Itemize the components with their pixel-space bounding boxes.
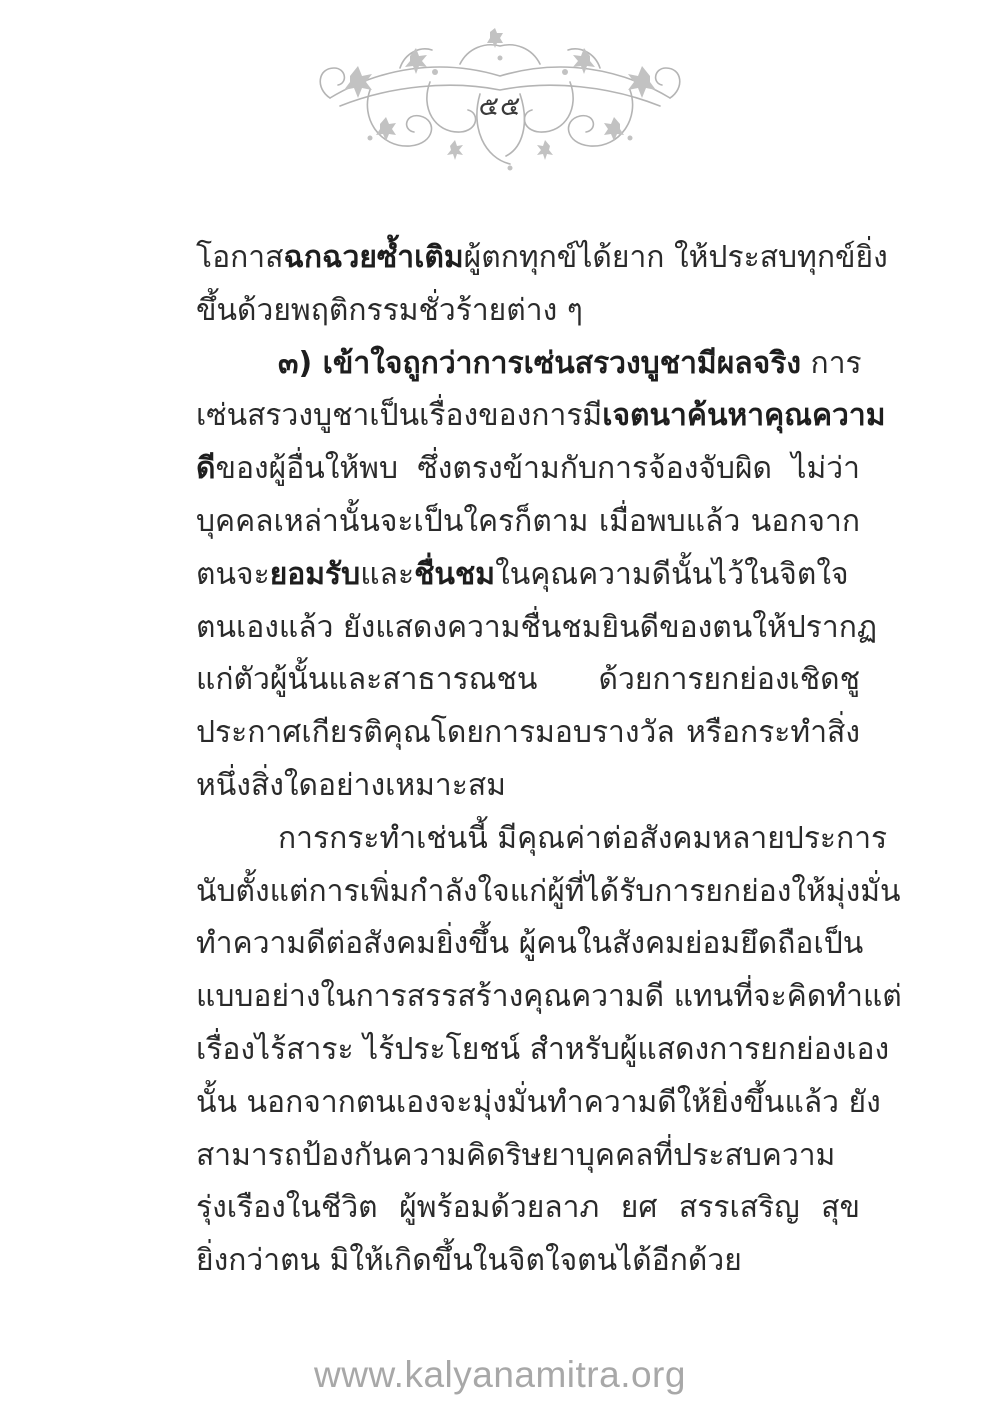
text-segment: ทำความดีต่อสังคมยิ่งขึ้น ผู้คนในสังคมย่อมยึดถือเป็น <box>196 926 864 962</box>
text-line <box>196 1182 860 1235</box>
text-segment: ขึ้นด้วยพฤติกรรมชั่วร้ายต่าง ๆ <box>196 292 583 328</box>
text-line <box>196 338 860 391</box>
text-segment: แบบอย่างในการสรรสร้างคุณความดี แทนที่จะคิดทำแต่ <box>196 979 902 1015</box>
text-line <box>196 654 860 707</box>
text-segment: และ <box>360 556 415 592</box>
text-line <box>196 232 888 285</box>
text-segment: สามารถป้องกันความคิดริษยาบุคคลที่ประสบความ <box>196 1137 836 1173</box>
text-line <box>196 971 902 1024</box>
text-segment: ตนเองแล้ว ยังแสดงความชื่นชมยินดีของตนให้ปรากฏ <box>196 609 878 645</box>
text-segment: นั้น นอกจากตนเองจะมุ่งมั่นทำความดีให้ยิ่งขึ้นแล้ว ยัง <box>196 1084 881 1120</box>
emphasized-text: เจตนาค้นหาคุณความ <box>602 398 886 434</box>
text-line <box>196 707 860 760</box>
text-line <box>196 285 860 338</box>
emphasized-text: ฉกฉวยซ้ำเติม <box>283 240 464 275</box>
text-line <box>196 1235 860 1288</box>
text-segment: รุ่งเรืองในชีวิต ผู้พร้อมด้วยลาภ ยศ สรรเสริญ สุข <box>196 1190 860 1226</box>
emphasized-text: ยอมรับ <box>269 556 361 592</box>
body-text <box>196 232 902 1288</box>
footer-website-url: www.kalyanamitra.org <box>314 1354 686 1395</box>
text-segment: การ <box>801 345 862 381</box>
text-segment: หนึ่งสิ่งใดอย่างเหมาะสม <box>196 767 506 803</box>
text-line <box>196 813 888 866</box>
text-line <box>196 549 860 602</box>
text-line <box>196 390 886 443</box>
text-segment: ของผู้อื่นให้พบ ซึ่งตรงข้ามกับการจ้องจับผิด ไม่ว่า <box>215 451 860 487</box>
text-segment: ในคุณความดีนั้นไว้ในจิตใจ <box>495 556 849 592</box>
text-segment: โอกาส <box>196 240 284 275</box>
text-segment: ตนจะ <box>196 556 270 592</box>
text-segment: ยิ่งกว่าตน มิให้เกิดขึ้นในจิตใจตนได้อีกด้วย <box>196 1243 742 1279</box>
text-line <box>196 918 864 971</box>
text-segment: นับตั้งแต่การเพิ่มกำลังใจแก่ผู้ที่ได้รับการยกย่องให้มุ่งมั่น <box>196 873 901 909</box>
text-line <box>196 443 860 496</box>
text-segment: เรื่องไร้สาระ ไร้ประโยชน์ สำหรับผู้แสดงการยกย่องเอง <box>196 1031 890 1067</box>
text-segment: เซ่นสรวงบูชาเป็นเรื่องของการมี <box>196 398 603 434</box>
text-line <box>196 1024 890 1077</box>
text-line <box>196 496 860 549</box>
emphasized-text: ชื่นชม <box>414 556 496 592</box>
text-segment: การกระทำเช่นนี้ มีคุณค่าต่อสังคมหลายประการ <box>278 820 888 856</box>
text-line <box>196 1077 881 1130</box>
text-segment: ผู้ตกทุกข์ได้ยาก ให้ประสบทุกข์ยิ่ง <box>463 240 888 275</box>
text-segment: ประกาศเกียรติคุณโดยการมอบรางวัล หรือกระทำสิ่ง <box>196 715 860 751</box>
emphasized-text: ดี <box>196 451 216 487</box>
emphasized-text: ๓) เข้าใจถูกว่าการเซ่นสรวงบูชามีผลจริง <box>278 345 802 381</box>
text-line <box>196 1130 860 1183</box>
text-line <box>196 866 901 919</box>
text-line <box>196 602 878 655</box>
text-line <box>196 760 860 813</box>
text-segment: แก่ตัวผู้นั้นและสาธารณชน ด้วยการยกย่องเชิดชู <box>196 662 860 698</box>
page-number: ๕๕ <box>478 91 522 122</box>
text-segment: บุคคลเหล่านั้นจะเป็นใครก็ตาม เมื่อพบแล้ว นอกจาก <box>196 503 860 539</box>
